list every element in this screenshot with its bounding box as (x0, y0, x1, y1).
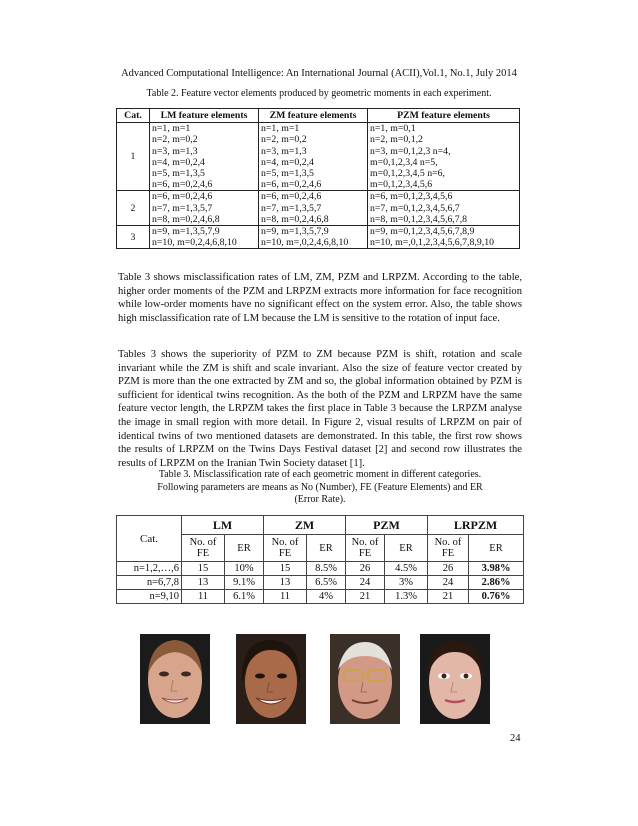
table2-cell-zm (259, 191, 368, 226)
table3-caption-line3: (Error Rate). (294, 494, 346, 505)
table3-sub-lm-er: ER (225, 535, 264, 562)
table3-cell-pzm-er: 3% (385, 576, 428, 590)
table2-cell-line: m=0,1,2,3,4,5 n=6, (370, 168, 446, 180)
table2-cell-line: n=6, m=0,2,4,6 (152, 191, 213, 203)
table2-cell-line: n=1, m=0,1 (370, 123, 416, 135)
table3-caption-line1: Table 3. Misclassification rate of each geometric moment in different categories. (158, 469, 482, 480)
table3-cell-pzm-er: 1.3% (385, 590, 428, 604)
table2-cell-cat: 2 (117, 191, 150, 226)
face-image-4 (420, 634, 490, 724)
face-image-1 (140, 634, 210, 724)
table3-sub-pzm-er: ER (385, 535, 428, 562)
table3-sub-lrpzm-fe: No. of FE (428, 535, 469, 562)
table2-cell-line: n=7, m=1,3,5,7 (152, 202, 213, 214)
table3-cell-zm-er: 8.5% (307, 562, 346, 576)
table2-cell-line: n=3, m=0,1,2,3 n=4, (370, 145, 451, 157)
table2-header-row (117, 109, 520, 123)
table3-header-cat: Cat. (117, 516, 182, 562)
table2-cell-line: m=0,1,2,3,4,5,6 (370, 179, 433, 191)
table2-cell-lm (150, 191, 259, 226)
table3-cell-lr-fe: 24 (428, 576, 469, 590)
table2-cell-zm (259, 123, 368, 191)
table2-row (117, 123, 520, 191)
table2-cell-lm (150, 226, 259, 249)
table3-cell-lm-fe: 11 (182, 590, 225, 604)
table3-cell-lr-er: 2.86% (469, 576, 524, 590)
table2-cell-pzm (368, 226, 520, 249)
table2-cell-line: n=3, m=1,3 (261, 145, 307, 157)
table3-sub-zm-fe: No. of FE (264, 535, 307, 562)
journal-header: Advanced Computational Intelligence: An International Journal (ACII),Vol.1, No.1, July 2014 (121, 68, 517, 79)
face-image-2 (236, 634, 306, 724)
table2-cell-line: n=10, m=0,2,4,6,8,10 (152, 237, 237, 249)
table3-group-pzm: PZM (346, 516, 428, 535)
table2-cell-line: n=2, m=0,1,2 (370, 134, 423, 146)
table3-cell-lm-er: 9.1% (225, 576, 264, 590)
table2-cell-line: n=8, m=0,2,4,6,8 (261, 213, 329, 225)
table3-cell-lm-fe: 13 (182, 576, 225, 590)
table2-cell-line: n=10, m=,0,1,2,3,4,5,6,7,8,9,10 (370, 237, 494, 249)
page-number: 24 (510, 733, 521, 744)
table3-cell-zm-er: 6.5% (307, 576, 346, 590)
table2-cell-line: n=7, m=1,3,5,7 (261, 202, 322, 214)
table2 (116, 108, 520, 249)
table3-cell-pzm-er: 4.5% (385, 562, 428, 576)
table2-cell-line: n=8, m=0,1,2,3,4,5,6,7,8 (370, 213, 468, 225)
table3-caption-line2: Following parameters are means as No (Number), FE (Feature Elements) and ER (157, 481, 483, 493)
table2-cell-cat: 1 (117, 123, 150, 191)
table2-cell-line: n=6, m=0,1,2,3,4,5,6 (370, 191, 453, 203)
table3-cell-lr-er: 0.76% (469, 590, 524, 604)
table2-cell-line: n=5, m=1,3,5 (152, 168, 205, 180)
table3-cell-pzm-fe: 26 (346, 562, 385, 576)
table3-cell-lm-fe: 15 (182, 562, 225, 576)
table2-cell-line: n=7, m=0,1,2,3,4,5,6,7 (370, 202, 460, 214)
table2-cell-line: m=0,1,2,3,4 n=5, (370, 156, 438, 168)
table3-sub-zm-er: ER (307, 535, 346, 562)
table2-cell-line: n=6, m=0,2,4,6 (152, 179, 213, 191)
table3-row (117, 576, 524, 590)
table3-group-zm: ZM (264, 516, 346, 535)
table3-cell-lm-er: 6.1% (225, 590, 264, 604)
table3-cell-zm-er: 4% (307, 590, 346, 604)
table2-header-lm: LM feature elements (150, 109, 259, 123)
table2-cell-line: n=4, m=0,2,4 (261, 156, 314, 168)
table2-cell-line: n=2, m=0,2 (261, 134, 307, 146)
table3-cell-zm-fe: 15 (264, 562, 307, 576)
table2-cell-line: n=9, m=0,1,2,3,4,5,6,7,8,9 (370, 226, 475, 238)
table3-cell-pzm-fe: 21 (346, 590, 385, 604)
table3-cell-cat: n=6,7,8 (117, 576, 182, 590)
paragraph-1: Table 3 shows misclassification rates of LM, ZM, PZM and LRPZM. According to the table, higher order moments of the PZM and LRPZM extracts more information for face recognition while low-order moments have no significant effect on the system error. Also, the table shows high misclassification rate of LM because the LM is sensitive to the rotation of input face. (118, 272, 522, 324)
table3-group-lm: LM (182, 516, 264, 535)
table3-cell-lr-fe: 21 (428, 590, 469, 604)
table2-cell-line: n=3, m=1,3 (152, 145, 198, 157)
table3-sub-lm-fe: No. of FE (182, 535, 225, 562)
table2-cell-line: n=9, m=1,3,5,7,9 (261, 226, 329, 238)
table3 (116, 515, 524, 604)
table3-cell-lr-fe: 26 (428, 562, 469, 576)
table2-header-cat: Cat. (117, 109, 150, 123)
table3-caption (130, 469, 510, 507)
table3-row (117, 562, 524, 576)
table2-cell-line: n=10, m=,0,2,4,6,8,10 (261, 237, 349, 249)
table3-sub-pzm-fe: No. of FE (346, 535, 385, 562)
table2-cell-lm (150, 123, 259, 191)
table2-header-zm: ZM feature elements (259, 109, 368, 123)
table3-row (117, 590, 524, 604)
table3-cell-lm-er: 10% (225, 562, 264, 576)
table3-cell-cat: n=9,10 (117, 590, 182, 604)
table2-cell-line: n=1, m=1 (261, 123, 300, 135)
table3-cell-zm-fe: 11 (264, 590, 307, 604)
table3-cell-lr-er: 3.98% (469, 562, 524, 576)
table3-group-row (117, 516, 524, 535)
table2-cell-zm (259, 226, 368, 249)
table2-cell-pzm (368, 123, 520, 191)
table2-cell-pzm (368, 191, 520, 226)
table2-cell-line: n=8, m=0,2,4,6,8 (152, 213, 220, 225)
table2-cell-line: n=9, m=1,3,5,7,9 (152, 226, 220, 238)
table2-cell-line: n=6, m=0,2,4,6 (261, 191, 322, 203)
table3-group-lrpzm: LRPZM (428, 516, 524, 535)
table2-caption: Table 2. Feature vector elements produced by geometric moments in each experiment. (146, 88, 492, 99)
table3-sub-lrpzm-er: ER (469, 535, 524, 562)
table2-cell-line: n=4, m=0,2,4 (152, 156, 205, 168)
table2-cell-line: n=2, m=0,2 (152, 134, 198, 146)
table2-cell-cat: 3 (117, 226, 150, 249)
table2-cell-line: n=1, m=1 (152, 123, 191, 135)
table2-row (117, 191, 520, 226)
table2-cell-line: n=6, m=0,2,4,6 (261, 179, 322, 191)
table3-cell-cat: n=1,2,…,6 (117, 562, 182, 576)
table3-cell-pzm-fe: 24 (346, 576, 385, 590)
table2-cell-line: n=5, m=1,3,5 (261, 168, 314, 180)
paragraph-2: Tables 3 shows the superiority of PZM to ZM because PZM is shift, rotation and scale invariant while the ZM is shift and scale invariant. Also the size of feature vector created by PZM is more than the one extracted by ZM and so, the global information obtained by PZM is sufficient for identical twins recognition. As the both of the PZM and LRPZM have the same feature vector length, the LRPZM takes the first place in Table 3 because the LRPZM analyse the image in small region with more detail. In Figure 2, visual results of LRPZM on pair of identical twins of two mentioned datasets are demonstrated. In this table, the first row shows the results of LRPZM on the Twins Days Festival dataset [2] and second row illustrates the results of LRPZM on the Iranian Twin Society dataset [1]. (118, 349, 522, 469)
table3-cell-zm-fe: 13 (264, 576, 307, 590)
table2-header-pzm: PZM feature elements (368, 109, 520, 123)
face-image-3 (330, 634, 400, 724)
table2-row (117, 226, 520, 249)
